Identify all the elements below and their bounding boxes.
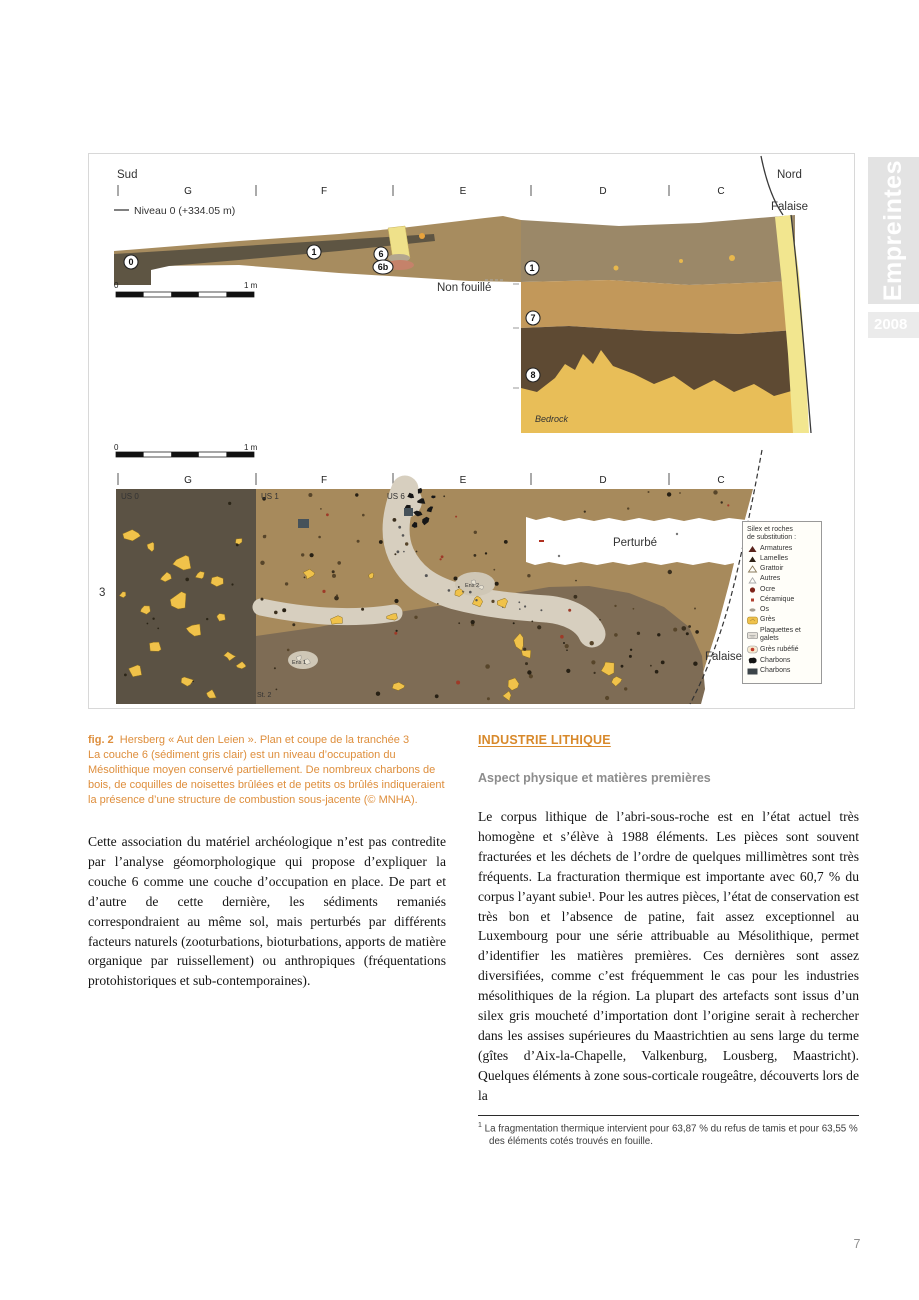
grey-block bbox=[404, 508, 413, 516]
plan-us6-branch bbox=[261, 607, 394, 617]
svg-text:7: 7 bbox=[530, 313, 536, 323]
bedrock-label: Bedrock bbox=[535, 414, 569, 424]
ocre-dot-icon bbox=[747, 586, 758, 594]
footnote-text: $^1$ La fragmentation thermique intervient pour 63,87 % du refus de tamis et pour 63,55 % des éléments cotés trouvés en fouille. bbox=[478, 1121, 858, 1147]
column-letter: G bbox=[184, 475, 192, 486]
layer-mark-0 bbox=[124, 255, 138, 269]
armatures-triangle-icon bbox=[747, 545, 758, 553]
svg-text:0: 0 bbox=[114, 444, 119, 452]
column-letter: C bbox=[717, 186, 725, 197]
st2-label: St. 2 bbox=[257, 692, 272, 699]
autres-triangle-icon bbox=[747, 576, 758, 584]
grattoir-triangle-icon bbox=[747, 565, 758, 573]
svg-text:6b: 6b bbox=[377, 262, 389, 272]
section-heading: INDUSTRIE LITHIQUE bbox=[478, 733, 611, 747]
column-letter: C bbox=[717, 475, 725, 486]
svg-text:1: 1 bbox=[311, 247, 317, 257]
column-letter: F bbox=[320, 475, 328, 486]
legend-item: Autres bbox=[747, 575, 818, 583]
column-letter: F bbox=[320, 186, 328, 197]
section-figure bbox=[89, 154, 856, 444]
plaquettes-icon bbox=[747, 631, 758, 640]
legend-title: Silex et roches de substitution : bbox=[747, 526, 797, 542]
svg-text:1 m: 1 m bbox=[244, 444, 258, 452]
column-letter: E bbox=[459, 186, 467, 197]
legend-item: Charbons bbox=[747, 656, 818, 665]
lamelles-triangle-icon bbox=[747, 555, 758, 563]
layer-mark-1r bbox=[525, 261, 539, 275]
legend-item: Grès bbox=[747, 616, 818, 625]
column-letter: D bbox=[599, 186, 607, 197]
caption-fig-label: fig. 2 bbox=[88, 734, 114, 746]
footnote bbox=[478, 1115, 859, 1149]
os-bone-icon bbox=[747, 606, 758, 614]
layer-1-right bbox=[521, 215, 795, 285]
us6-label: US 6 bbox=[387, 492, 405, 501]
caption-title-line: fig. 2 Hersberg « Aut den Leien ». Plan et coupe de la tranchée 3 bbox=[88, 734, 410, 746]
right-column bbox=[478, 733, 859, 1148]
figure-2-box bbox=[88, 153, 855, 709]
sidebar-series-label: Empreintes bbox=[879, 159, 907, 302]
svg-text:8: 8 bbox=[530, 370, 536, 380]
plan-figure bbox=[89, 444, 856, 710]
legend-item: Grès rubéfié bbox=[747, 645, 818, 654]
niveau-label: Niveau 0 (+334.05 m) bbox=[134, 205, 236, 217]
non-fouille-label: Non fouillé bbox=[437, 282, 492, 294]
charbons-blob-icon bbox=[747, 656, 758, 665]
layer-7-right bbox=[521, 280, 795, 334]
layer-mark-1 bbox=[307, 245, 321, 259]
small-mark bbox=[558, 555, 560, 557]
legend-item: Os bbox=[747, 606, 818, 614]
perturbe-label: Perturbé bbox=[612, 537, 658, 549]
grey-block bbox=[298, 519, 309, 528]
legend-item: Armatures bbox=[747, 545, 818, 553]
sidebar-year-tag: 2008 bbox=[868, 312, 919, 338]
left-column-paragraph: Cette association du matériel archéologique n’est pas contredite par l’analyse géomorphologique qui propose d’expliquer la couche 6 comme une couche d’occupation en place. De part et d’autre de cette dernière, les sédiments remaniés correspondraient au même sol, mais perturbés par différents facteurs naturels (zooturbations, bioturbations, apports de matière organique par ruissellement) ou anthropiques (fréquentations protohistoriques et sub-contemporaines). bbox=[88, 834, 446, 989]
legend-item: Lamelles bbox=[747, 555, 818, 563]
svg-text:0: 0 bbox=[114, 281, 119, 290]
section-label-falaise: Falaise bbox=[771, 201, 809, 213]
plan-legend bbox=[742, 521, 822, 684]
legend-item: Céramique bbox=[747, 596, 818, 604]
legend-item: Grattoir bbox=[747, 565, 818, 573]
caption-body: La couche 6 (sédiment gris clair) est un niveau d’occupation du Mésolithique moyen conservé partiellement. De nombreux charbons de bois, de coquilles de noisettes brûlées et de petits os brûlés indiqueraient la présence d’une structure de combustion sous-jacente (© MNHA). bbox=[88, 749, 445, 806]
section-grid-ticks bbox=[118, 185, 669, 196]
charbons-rect-icon bbox=[747, 667, 758, 676]
svg-text:1 m: 1 m bbox=[244, 281, 258, 290]
page-number: 7 bbox=[853, 1237, 861, 1251]
legend-item: Plaquettes et galets bbox=[747, 627, 818, 644]
column-letter: D bbox=[599, 475, 607, 486]
ceramique-square-icon bbox=[747, 596, 758, 604]
svg-text:6: 6 bbox=[378, 249, 384, 259]
us1-label: US 1 bbox=[261, 492, 279, 501]
section-subheading: Aspect physique et matières premières bbox=[478, 771, 711, 785]
legend-item: Charbons bbox=[747, 667, 818, 676]
layer-mark-8 bbox=[526, 368, 540, 382]
ens2-label: Ens 2 bbox=[465, 583, 480, 589]
boundary-ticks bbox=[513, 284, 519, 388]
figure-caption bbox=[88, 733, 450, 808]
right-column-paragraph: Le corpus lithique de l’abri-sous-roche est en l’état actuel très homogène et s’élève à 1988 éléments. Les pièces sont souvent fracturées et les déchets de l’ordre de quelques millimètres sont très fréquents. La fracturation thermique est importante avec 60,7 % du corpus l’ayant subie¹. Pour les autres pièces, l’état de conservation est très bon et l’absence de patine, fait assez exceptionnel au Luxembourg pour une série attribuable au Mésolithique, permet d’identifier les matières premières. Ces dernières sont assez diversifiées, comme c’est fréquemment le cas pour les industries mésolithiques de la région. La plupart des artefacts sont issus d’un silex gris moucheté d’importation dont l’origine serait à rechercher dans les assises supérieures du Maastrichtien au sens large du terme (gîtes d’Aix-la-Chapelle, Valkenburg, Lousberg, Maastricht). Quelques éléments à zone sous-corticale rougeâtre, découverts lors de la bbox=[478, 809, 859, 1103]
section-label-sud: Sud bbox=[117, 169, 138, 181]
column-letter: E bbox=[459, 475, 467, 486]
gres-stone-icon bbox=[747, 616, 758, 625]
layer-mark-6b bbox=[373, 260, 393, 274]
falaise-label: Falaise bbox=[705, 651, 743, 663]
layer-mark-6 bbox=[374, 247, 388, 261]
svg-text:0: 0 bbox=[128, 257, 134, 267]
small-mark bbox=[676, 533, 678, 535]
gres-rubefie-icon bbox=[747, 645, 758, 654]
plan-scale-bar bbox=[114, 444, 258, 457]
red-mark bbox=[539, 540, 544, 542]
sidebar-series-tag bbox=[868, 157, 919, 304]
us0-label: US 0 bbox=[121, 492, 139, 501]
column-letter: G bbox=[184, 186, 192, 197]
section-label-nord: Nord bbox=[777, 169, 802, 181]
ens1-label: Ens 1 bbox=[292, 660, 307, 666]
layer-mark-7 bbox=[526, 311, 540, 325]
legend-item: Ocre bbox=[747, 586, 818, 594]
row-label-3: 3 bbox=[99, 587, 106, 599]
svg-text:1: 1 bbox=[529, 263, 535, 273]
